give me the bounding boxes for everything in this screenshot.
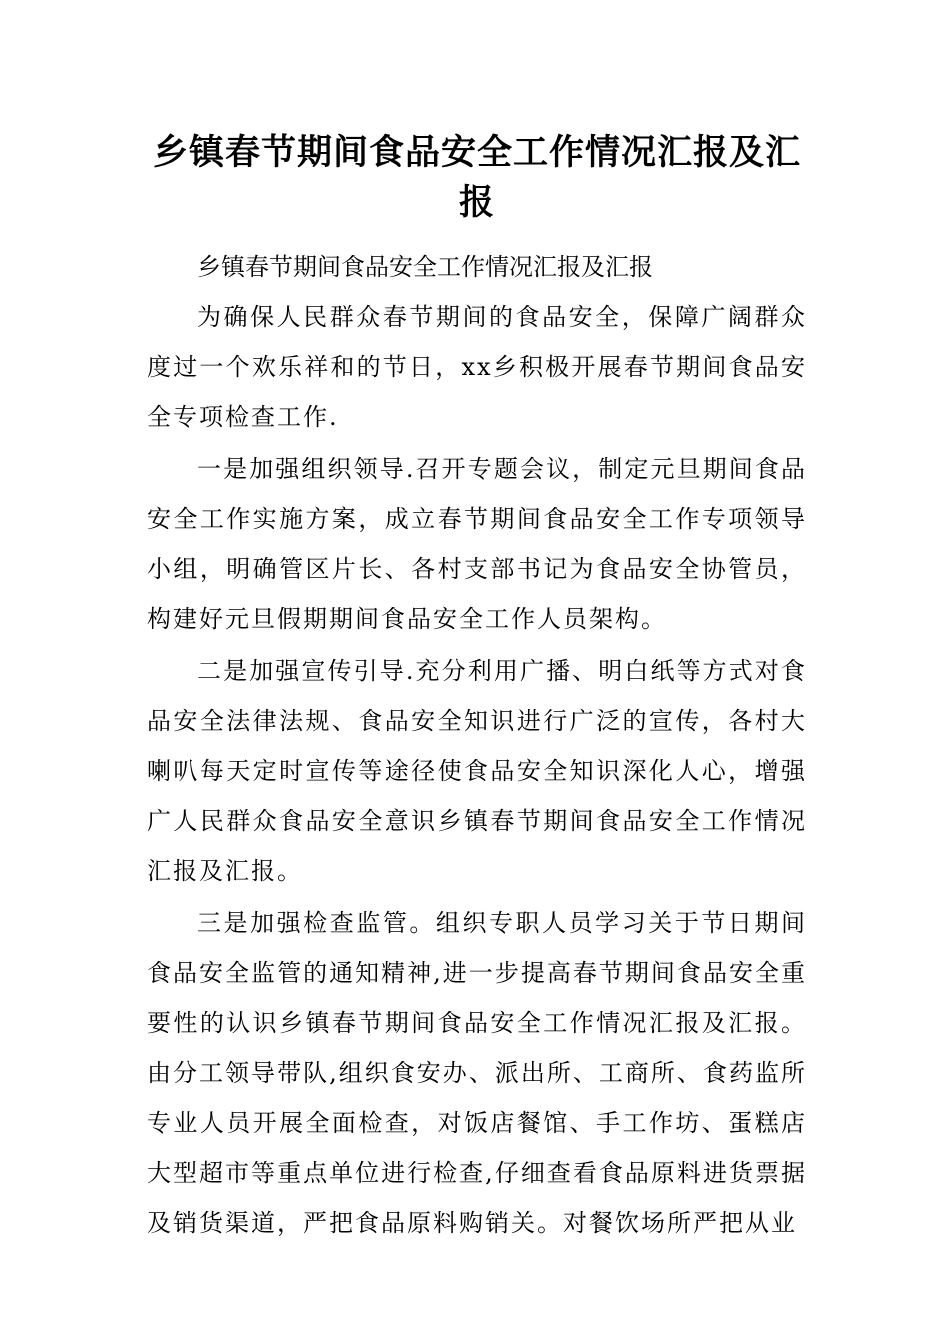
paragraph-inspection: 三是加强检查监管。组织专职人员学习关于节日期间食品安全监管的通知精神,进一步提高春节期间食品安全重要性的认识乡镇春节期间食品安全工作情况汇报及汇报。由分工领导带队,组织食安办、派出所、工商所、食药监所专业人员开展全面检查，对饭店餐馆、手工作坊、蛋糕店大型超市等重点单位进行检查,仔细查看食品原料进货票据及销货渠道，严把食品原料购销关。对餐饮场所严把从业 <box>147 909 807 1237</box>
paragraph-intro: 为确保人民群众春节期间的食品安全，保障广阔群众度过一个欢乐祥和的节日，xx乡积极开展春节期间食品安全专项检查工作. <box>147 303 807 431</box>
paragraph-organization: 一是加强组织领导.召开专题会议，制定元旦期间食品安全工作实施方案，成立春节期间食品安全工作专项领导小组，明确管区片长、各村支部书记为食品安全协管员，构建好元旦假期期间食品安全工作人员架构。 <box>147 455 807 633</box>
paragraph-publicity: 二是加强宣传引导.充分利用广播、明白纸等方式对食品安全法律法规、食品安全知识进行广泛的宣传，各村大喇叭每天定时宣传等途径使食品安全知识深化人心，增强广人民群众食品安全意识乡镇春节期间食品安全工作情况汇报及汇报。 <box>147 657 807 885</box>
document-subtitle: 乡镇春节期间食品安全工作情况汇报及汇报 <box>197 253 653 281</box>
document-title: 乡镇春节期间食品安全工作情况汇报及汇报 <box>152 132 801 223</box>
document-page <box>147 128 807 1248</box>
